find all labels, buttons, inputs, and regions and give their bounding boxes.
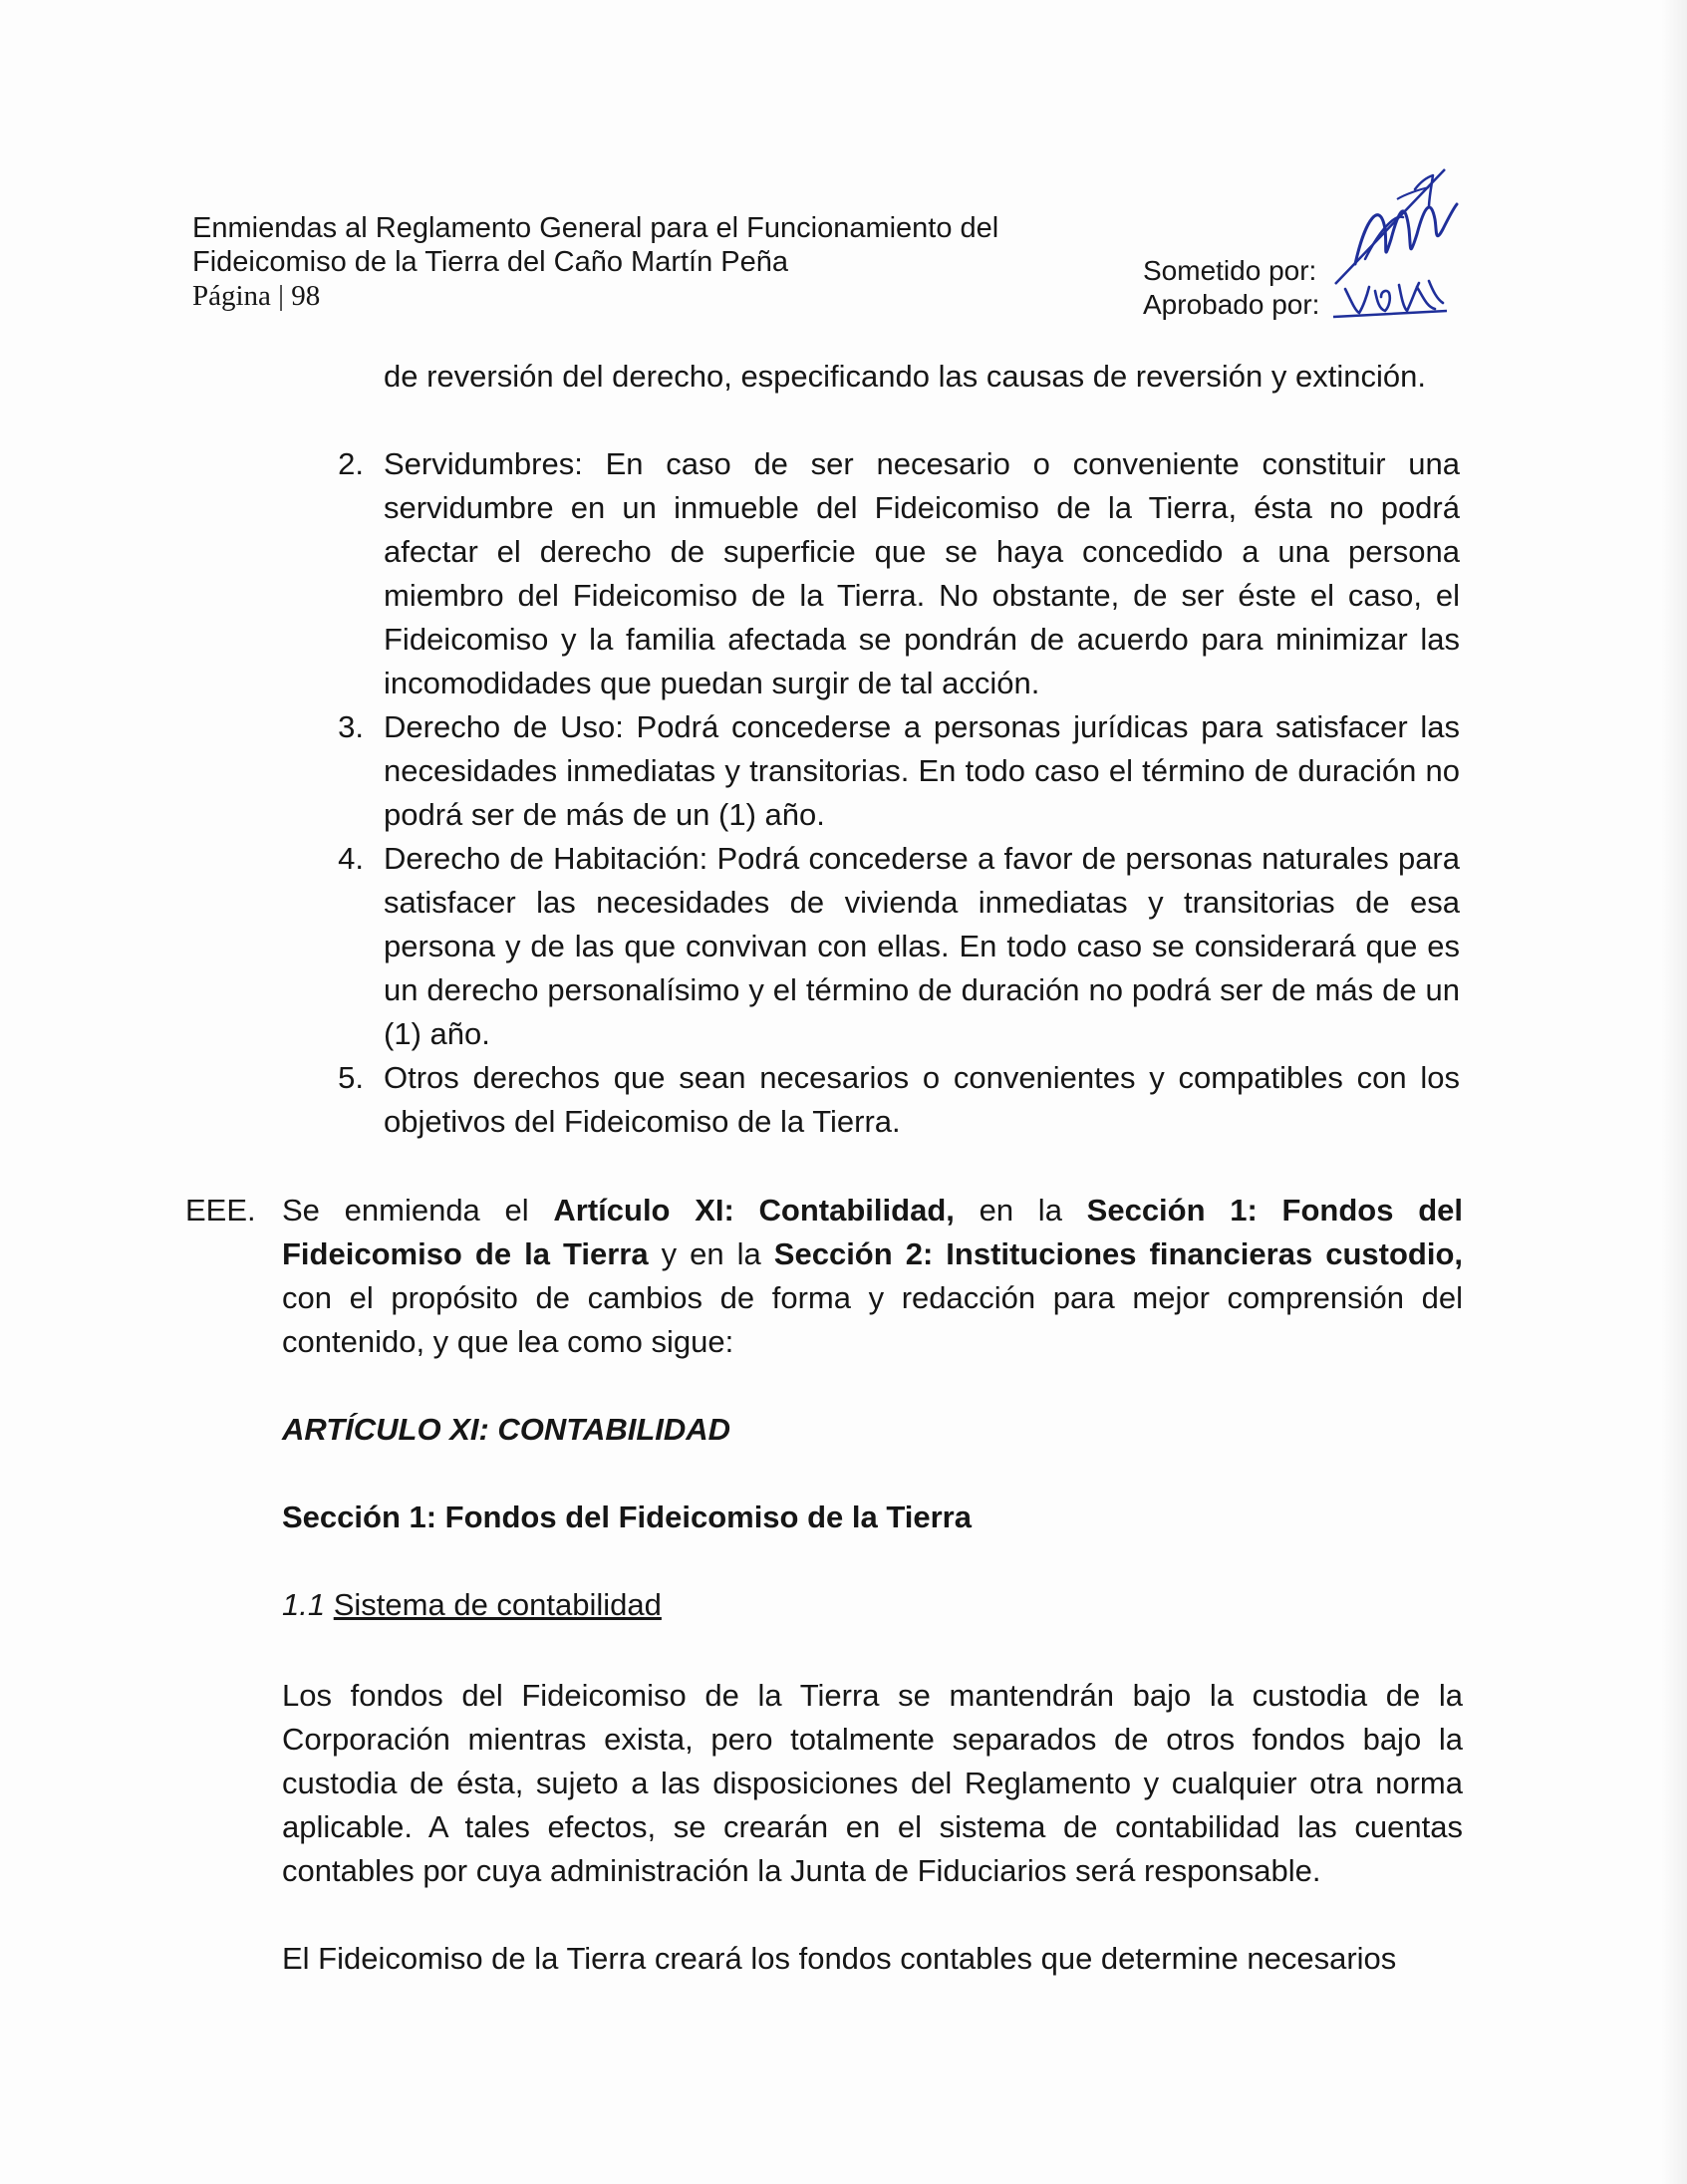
list-item-derecho-habitacion: Derecho de Habitación: Podrá concederse a favor de personas naturales para satisfacer las necesidades de vivienda inmediatas y transitorias de esa persona y de las que convivan con ellas. En todo caso se considerará que es un derecho personalísimo y el término de duración no podrá ser de más de un (1) año.	[384, 841, 1460, 1051]
page-header	[192, 211, 998, 313]
subsection-heading	[282, 1583, 662, 1627]
list-item-derecho-uso: Derecho de Uso: Podrá concederse a personas jurídicas para satisfacer las necesidades inmediatas y transitorias. En todo caso el término de duración no podrá ser de más de un (1) año.	[384, 709, 1460, 832]
subsection-number: 1.1	[282, 1587, 326, 1622]
amendment-article-ref: Artículo XI: Contabilidad,	[553, 1193, 955, 1228]
list-item-servidumbres: Servidumbres: En caso de ser necesario o conveniente constituir una servidumbre en un inmueble del Fideicomiso de la Tierra, ésta no podrá afectar el derecho de superficie que se haya concedido a una persona miembro del Fideicomiso de la Tierra. No obstante, de ser éste el caso, el Fideicomiso y la familia afectada se pondrán de acuerdo para minimizar las incomodidades que puedan surgir de tal acción.	[384, 446, 1460, 700]
amendment-section-2-ref: Sección 2: Instituciones financieras custodio,	[773, 1236, 1463, 1271]
page-edge-shadow	[1661, 0, 1687, 2184]
amendment-text-2: en la	[954, 1193, 1087, 1228]
section-title: Sección 1: Fondos del Fideicomiso de la Tierra	[282, 1500, 972, 1534]
list-number-3: 3.	[338, 709, 364, 744]
paragraph-fondos-custodia: Los fondos del Fideicomiso de la Tierra se mantendrán bajo la custodia de la Corporación mientras exista, pero totalmente separados de otros fondos bajo la custodia de ésta, sujeto a las disposiciones del Reglamento y cualquier otra norma aplicable. A tales efectos, se crearán en el sistema de contabilidad las cuentas contables por cuya administración la Junta de Fiduciarios será responsable.	[282, 1678, 1463, 1888]
subsection-title: Sistema de contabilidad	[333, 1587, 662, 1622]
paragraph-fondos-contables: El Fideicomiso de la Tierra creará los fondos contables que determine necesarios	[282, 1941, 1397, 1976]
amendment-text-1: Se enmienda el	[282, 1193, 554, 1228]
article-title: ARTÍCULO XI: CONTABILIDAD	[282, 1412, 731, 1447]
amendment-text-3: y en la	[648, 1236, 774, 1271]
amendment-paragraph	[282, 1189, 1463, 1364]
amendment-text-4: con el propósito de cambios de forma y redacción para mejor comprensión del contenido, y que lea como sigue:	[282, 1280, 1463, 1359]
approved-label: Aprobado por:	[1143, 289, 1320, 320]
submitted-label: Sometido por:	[1143, 255, 1317, 286]
approval-block	[1143, 254, 1319, 322]
list-number-2: 2.	[338, 446, 364, 481]
amendment-label: EEE.	[185, 1193, 256, 1228]
amendment-section-1-ref: Sección 1: Fondos del Fideicomiso de la Tierra	[282, 1193, 1463, 1271]
approver-signature	[1325, 267, 1455, 329]
header-line-2: Fideicomiso de la Tierra del Caño Martín Peña	[192, 246, 789, 278]
header-line-1: Enmiendas al Reglamento General para el Funcionamiento del	[192, 212, 999, 244]
list-number-5: 5.	[338, 1060, 364, 1095]
list-item-otros-derechos: Otros derechos que sean necesarios o convenientes y compatibles con los objetivos del Fideicomiso de la Tierra.	[384, 1060, 1460, 1139]
page-number: Página | 98	[192, 280, 321, 312]
continuation-text: de reversión del derecho, especificando las causas de reversión y extinción.	[384, 359, 1426, 394]
list-number-4: 4.	[338, 841, 364, 876]
